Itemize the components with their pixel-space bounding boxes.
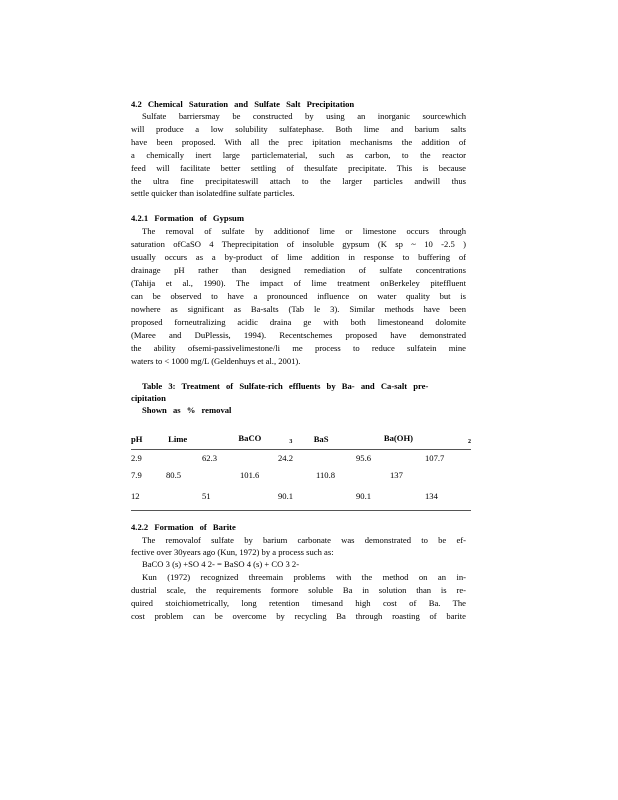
table-cell: 101.6	[240, 470, 260, 480]
paragraph-line: usually occurs as a by-product of lime addition in response to buffering of	[131, 252, 466, 262]
paragraph-line: dustrial scale, the requirements formore soluble Ba in solution than is re-	[131, 585, 466, 595]
paragraph-line: (Maree and DuPlessis, 1994). Recentschemes proposed have demonstrated	[131, 330, 466, 340]
table-cell: 107.7	[425, 453, 445, 463]
paragraph-line: The removalof sulfate by barium carbonate was demonstrated to be ef-	[142, 535, 466, 545]
table-cell: 90.1	[356, 491, 372, 501]
table-cell: 24.2	[278, 453, 294, 463]
header-lime: Lime	[168, 433, 188, 444]
paragraph-line: can be observed to have a pronounced influence on water quality but is	[131, 291, 466, 301]
table-cell: 51	[202, 491, 211, 501]
paragraph-line: nowhere as significant as Ba-salts (Tab le 3). Similar methods have been	[131, 304, 466, 314]
paragraph-line: (Tahija et al., 1990). The impact of lime treatment onBerkeley piteffluent	[131, 278, 466, 288]
table-cell: 110.8	[316, 470, 336, 480]
table-caption-continued: cipitation	[131, 393, 166, 403]
table-subcaption: Shown as % removal	[142, 405, 232, 415]
table-cell: 90.1	[278, 491, 294, 501]
data-table	[131, 430, 471, 447]
header-baoh2: Ba(OH) $_2$	[383, 432, 471, 445]
paragraph-line: The removal of sulfate by additionof lime or limestone occurs through	[142, 226, 466, 236]
equation-line: BaCO 3 (s) +SO 4 2- = BaSO 4 (s) + CO 3 2-	[142, 559, 300, 569]
table-cell: 2.9	[131, 453, 142, 463]
paragraph-line: a chemically inert large particlematerial, such as carbon, to the reactor	[131, 150, 466, 160]
table-cell: 137	[390, 470, 403, 480]
paragraph-line: Sulfate barriersmay be constructed by using an inorganic sourcewhich	[142, 111, 466, 121]
paragraph-line: feed will facilitate better settling of thesulfate precipitate. This is because	[131, 163, 466, 173]
table-rule	[131, 510, 471, 511]
paragraph-line: fective over 30years ago (Kun, 1972) by a process such as:	[131, 547, 334, 557]
paragraph-line: proposed forneutralizing acidic draina ge with both limestoneand dolomite	[131, 317, 466, 327]
paragraph-line: have been proposed. With all the prec ipitation mechanisms the addition of	[131, 137, 466, 147]
paragraph-line: waters to < 1000 mg/L (Geldenhuys et al., 2001).	[131, 356, 301, 366]
table-cell: 95.6	[356, 453, 372, 463]
paragraph-line: saturation ofCaSO 4 Theprecipitation of insoluble gypsum (K sp ~ 10 -2.5 )	[131, 239, 466, 249]
section-heading-4-2: 4.2 Chemical Saturation and Sulfate Salt Precipitation	[131, 99, 355, 109]
table-cell: 80.5	[166, 470, 182, 480]
header-ph: pH	[131, 433, 143, 444]
table-header-row	[131, 430, 471, 447]
paragraph-line: the ultra fine precipitateswill attach to the larger particles andwill thus	[131, 176, 466, 186]
paragraph-line: quired stoichiometrically, long retention timesand high cost of Ba. The	[131, 598, 466, 608]
table-cell: 62.3	[202, 453, 218, 463]
paragraph-line: will produce a low solubility sulfatephase. Both lime and barium salts	[131, 124, 466, 134]
paragraph-line: Kun (1972) recognized threemain problems with the method on an in-	[142, 572, 466, 582]
section-heading-4-2-2: 4.2.2 Formation of Barite	[131, 522, 236, 532]
table-caption: Table 3: Treatment of Sulfate-rich effluents by Ba- and Ca-salt pre-	[142, 381, 429, 391]
table-cell: 12	[131, 491, 140, 501]
paragraph-line: settle quicker than isolatedfine sulfate particles.	[131, 188, 295, 198]
paragraph-line: cost problem can be overcome by recycling Ba through roasting of barite	[131, 611, 466, 621]
paragraph-line: the ability ofsemi-passivelimestone/li me process to reduce sulfatein mine	[131, 343, 466, 353]
table-cell: 134	[425, 491, 438, 501]
header-baco3: BaCO $_3$	[238, 432, 293, 445]
paragraph-line: drainage pH rather than designed remediation of sulfate concentrations	[131, 265, 466, 275]
header-bas: BaS	[313, 433, 329, 444]
table-rule	[131, 449, 471, 450]
table-cell: 7.9	[131, 470, 142, 480]
section-heading-4-2-1: 4.2.1 Formation of Gypsum	[131, 213, 244, 223]
